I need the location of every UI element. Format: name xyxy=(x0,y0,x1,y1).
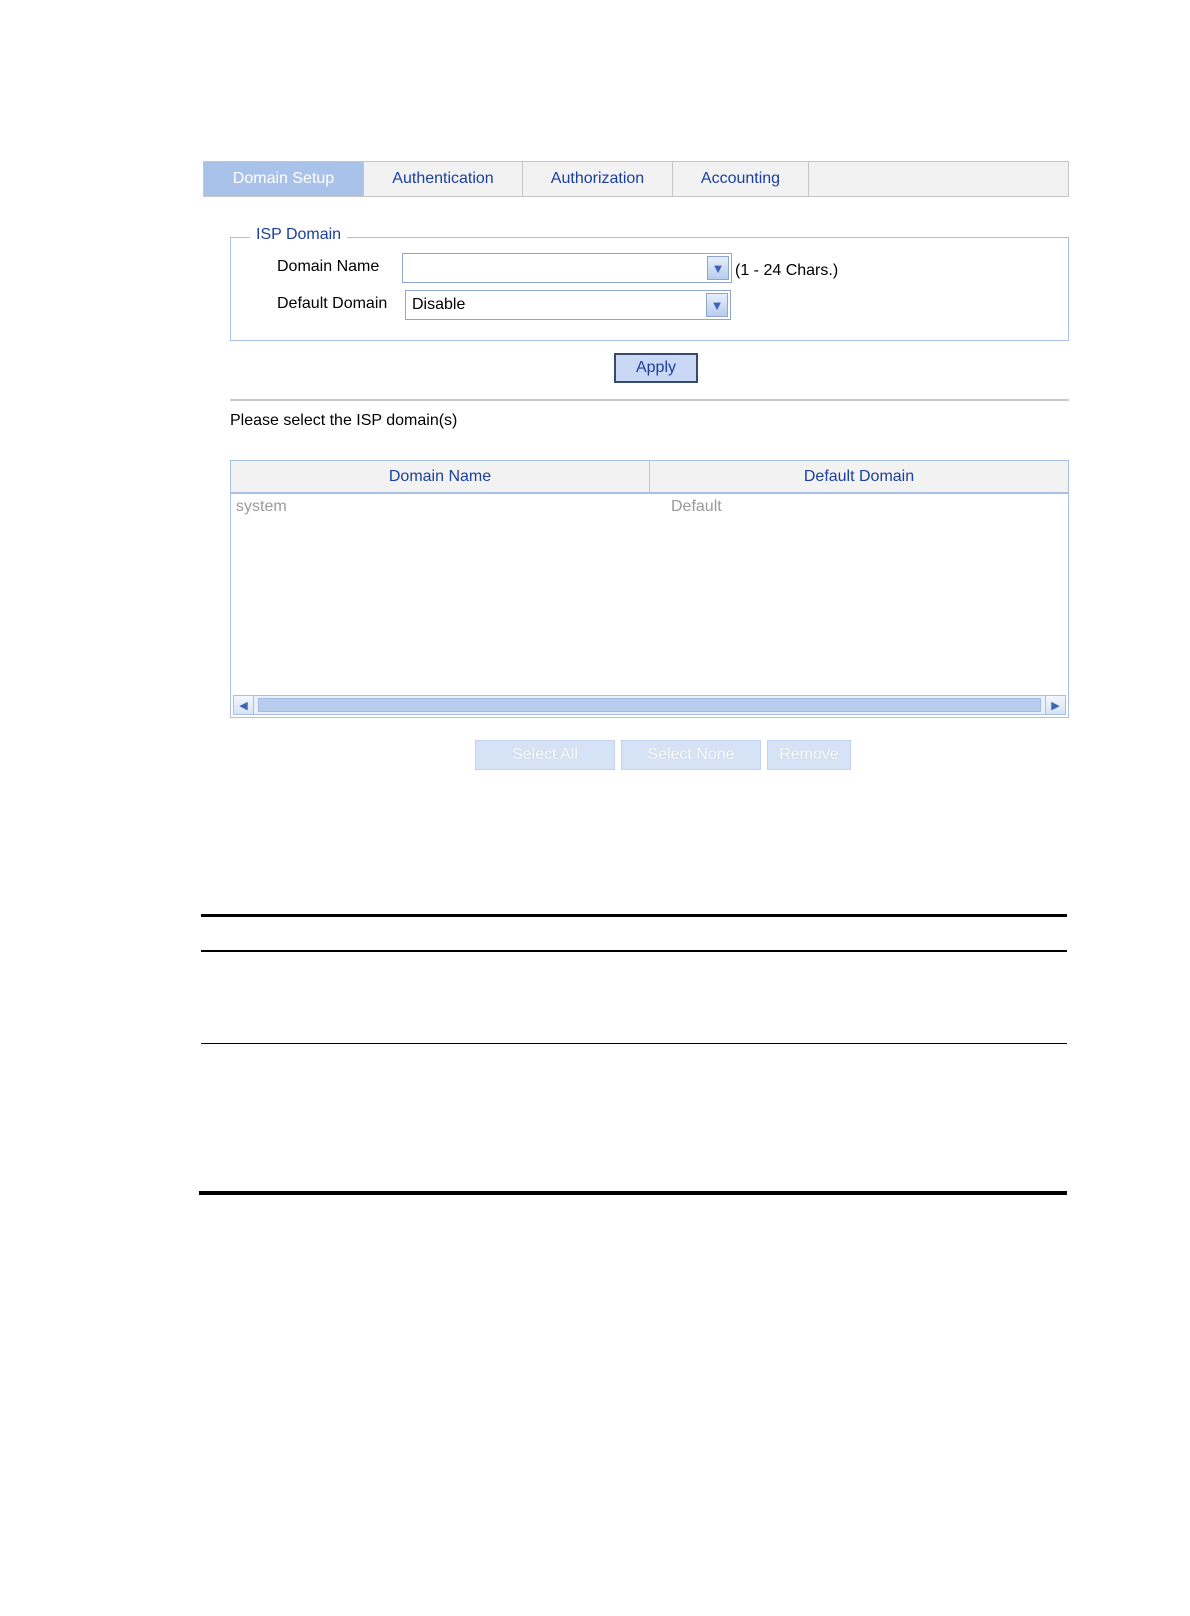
remove-button[interactable]: Remove xyxy=(767,740,851,770)
default-domain-select[interactable] xyxy=(405,290,731,320)
tab-domain-setup[interactable]: Domain Setup xyxy=(204,162,364,196)
isp-domain-legend: ISP Domain xyxy=(250,226,347,244)
scroll-right-icon[interactable]: ▶ xyxy=(1045,696,1065,714)
tab-bar-filler xyxy=(809,162,1068,196)
table-header-rule xyxy=(201,950,1067,952)
tab-authentication[interactable]: Authentication xyxy=(364,162,523,196)
column-header-domain-name[interactable]: Domain Name xyxy=(231,461,650,492)
domain-name-combobox[interactable] xyxy=(402,253,732,283)
chevron-down-icon[interactable]: ▼ xyxy=(706,293,728,317)
default-domain-value: Disable xyxy=(412,296,466,313)
chevron-down-icon[interactable]: ▼ xyxy=(707,256,729,280)
select-none-button[interactable]: Select None xyxy=(621,740,761,770)
table-bottom-rule xyxy=(199,1191,1067,1195)
tab-bar xyxy=(203,161,1069,197)
domain-name-label: Domain Name xyxy=(277,258,380,275)
table-row-rule xyxy=(201,1043,1067,1044)
select-all-button[interactable]: Select All xyxy=(475,740,615,770)
table-top-rule xyxy=(201,914,1067,917)
divider xyxy=(230,399,1069,401)
domain-table xyxy=(230,460,1069,718)
select-prompt: Please select the ISP domain(s) xyxy=(230,412,458,429)
default-domain-label: Default Domain xyxy=(277,295,388,312)
tab-authorization[interactable]: Authorization xyxy=(523,162,673,196)
scroll-left-icon[interactable]: ◀ xyxy=(234,696,254,714)
domain-name-hint: (1 - 24 Chars.) xyxy=(735,262,839,279)
table-header xyxy=(231,461,1068,494)
horizontal-scrollbar[interactable] xyxy=(233,695,1066,715)
scrollbar-thumb[interactable] xyxy=(258,698,1041,712)
column-header-default-domain[interactable]: Default Domain xyxy=(803,467,915,485)
cell-domain-name: system xyxy=(236,498,287,515)
cell-default-domain: Default xyxy=(671,498,722,515)
tab-accounting[interactable]: Accounting xyxy=(673,162,809,196)
table-row[interactable] xyxy=(231,495,1068,521)
apply-button[interactable]: Apply xyxy=(614,353,698,383)
